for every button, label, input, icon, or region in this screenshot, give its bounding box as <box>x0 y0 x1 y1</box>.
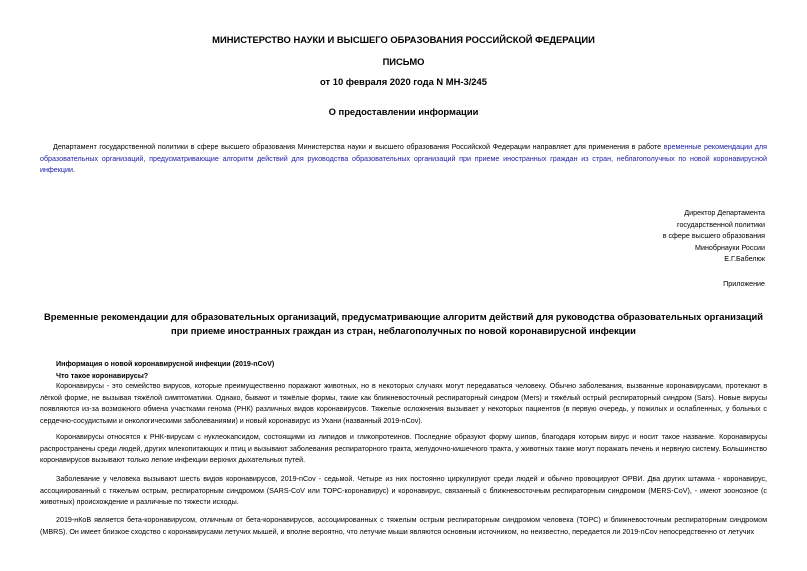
ministry-heading: МИНИСТЕРСТВО НАУКИ И ВЫСШЕГО ОБРАЗОВАНИЯ РОССИЙСКОЙ ФЕДЕРАЦИИ <box>212 34 595 45</box>
document-date-number: от 10 февраля 2020 года N МН-3/245 <box>320 76 487 87</box>
signature-line-3: в сфере высшего образования <box>662 232 765 240</box>
signature-line-1: Директор Департамента <box>684 209 765 217</box>
body-paragraph-3: Заболевание у человека вызывают шесть видов коронавирусов, 2019-nCov - седьмой. Четыре из них постоянно циркулируют среди людей и обычно провоцируют ОРВИ. Два других штамма - коронавирус, ассоциированный с тяжелым острым, респираторным синдромом (SARS-CoV или ТОРС-коронавирус) и коронавирус, связанный с ближневосточным респираторным синдромом (MERS-CoV), - имеют зоонозное (с животных) происхождение и различные по тяжести исходы. <box>40 475 767 506</box>
signature-line-4: Минобрнауки России <box>695 243 765 252</box>
recommendations-title: Временные рекомендации для образовательных организаций, предусматривающие алгоритм действий для руководства образовательных организаций при приеме иностранных граждан из стран, неблагополучных по новой коронавирусной инфекции <box>44 311 763 336</box>
document-type: ПИСЬМО <box>382 56 425 67</box>
intro-paragraph <box>40 142 767 177</box>
recommendations-link[interactable]: временные рекомендации для образовательных организаций, предусматривающие алгоритм действий для руководства образовательных организаций при приеме иностранных граждан из стран, неблагополучных по новой коронавирусной инфекции <box>40 143 767 174</box>
appendix-label: Приложение <box>723 280 765 288</box>
body-paragraph-1: Коронавирусы - это семейство вирусов, которые преимущественно поражают животных, но в некоторых случаях могут передаваться человеку. Обычно заболевания, вызванные коронавирусами, протекают в лёгкой форме, не вызывая тяжёлой симптоматики. Однако, бывают и тяжёлые формы, такие как ближневосточный респираторный синдром (Mers) и тяжёлый острый респираторный синдром (Sars). Новые вирусы появляются из-за возможного обмена участками генома (РНК) различных видов коронавирусов. Тяжелые осложнения вызывает у некоторых пациентов (в первую очередь, у пожилых и ослабленных, у больных с сердечно-сосудистыми и онкологическими заболеваниями) и новый коронавирус из Ухани (названный 2019-nCov). <box>40 382 767 425</box>
intro-text-before-link: Департамент государственной политики в сфере высшего образования Министерства науки и высшего образования Российской Федерации направляет для применения в работе <box>53 143 664 151</box>
signatory-name: Е.Г.Бабелюк <box>724 255 765 263</box>
signature-line-2: государственной политики <box>677 220 765 229</box>
section-heading: Информация о новой коронавирусной инфекции (2019-nCoV) <box>56 360 275 368</box>
body-paragraph-4: 2019-нКоВ является бета-коронавирусом, отличным от бета-коронавирусов, ассоциированных с тяжелым острым респираторным синдромом человека (ТОРС) и ближневосточным респираторным синдромом (MBRS). Он имеет близкое сходство с коронавирусами летучих мышей, и вполне вероятно, что летучие мыши являются основным источником, но неизвестно, передается ли 2019-nCov непосредственно от летучих <box>40 516 767 536</box>
section-question: Что такое коронавирусы? <box>56 372 149 380</box>
signature-block <box>663 208 765 266</box>
document-subject: О предоставлении информации <box>328 106 479 117</box>
intro-text-after-link: . <box>72 166 75 174</box>
body-paragraph-2: Коронавирусы относятся к РНК-вирусам с нуклеокапсидом, состоящими из липидов и гликопротеинов. Последние образуют форму шипов, благодаря которым вирус и носит такое название. Коронавирусы распространены среди людей, других млекопитающих и птиц и вызывают заболевания респираторного тракта, желудочно-кишечного тракта, у животных также могут поражать печень и нервную систему. Большинство коронавирусов вызывают только легкие инфекции верхних дыхательных путей. <box>40 433 767 464</box>
